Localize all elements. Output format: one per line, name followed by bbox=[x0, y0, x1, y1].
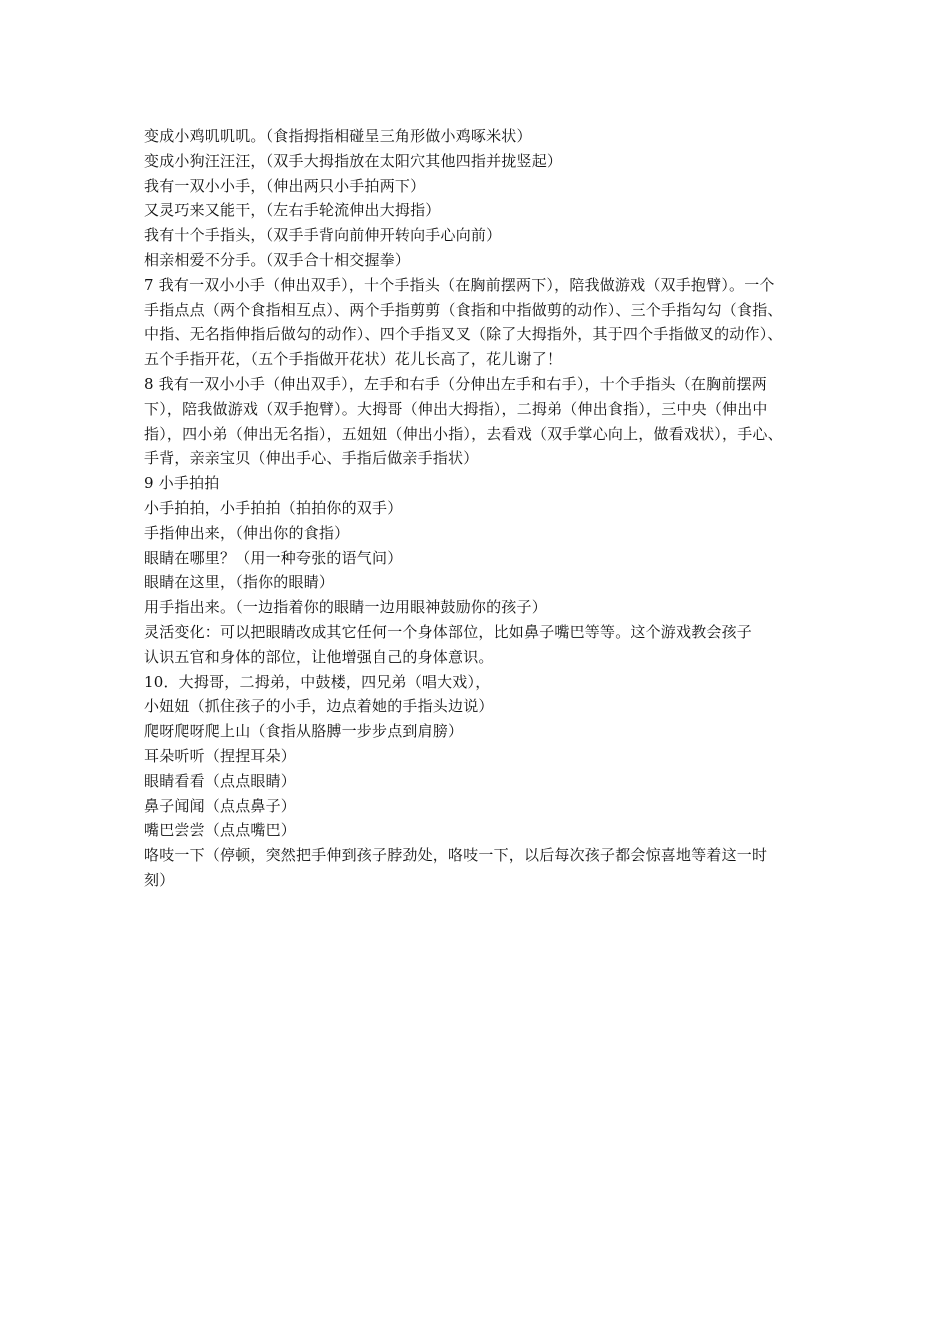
text-line: 灵活变化：可以把眼睛改成其它任何一个身体部位，比如鼻子嘴巴等等。这个游戏教会孩子 bbox=[144, 622, 753, 641]
text-line: 又灵巧来又能干，（左右手轮流伸出大拇指） bbox=[144, 201, 441, 220]
text-line: 8 我有一双小小手（伸出双手），左手和右手（分伸出左手和右手），十个手指头（在胸前摆两 bbox=[144, 374, 767, 393]
text-line: 7 我有一双小小手（伸出双手），十个手指头（在胸前摆两下），陪我做游戏（双手抱臂）。一个 bbox=[144, 275, 775, 294]
text-line: 我有十个手指头，（双手手背向前伸开转向手心向前） bbox=[144, 226, 502, 245]
text-line: 小手拍拍，小手拍拍（拍拍你的双手） bbox=[144, 498, 403, 517]
text-line: 嘴巴尝尝（点点嘴巴） bbox=[144, 821, 297, 840]
text-line: 手指点点（两个食指相互点）、两个手指剪剪（食指和中指做剪的动作）、三个手指勾勾（食指、 bbox=[144, 300, 783, 319]
text-line: 眼睛在哪里？（用一种夸张的语气问） bbox=[144, 548, 403, 567]
text-line: 爬呀爬呀爬上山（食指从胳膊一步步点到肩膀） bbox=[144, 722, 464, 741]
text-line: 中指、无名指伸指后做勾的动作）、四个手指叉叉（除了大拇指外，其于四个手指做叉的动作）、 bbox=[144, 325, 783, 344]
text-line: 变成小鸡叽叽叽。（食指拇指相碰呈三角形做小鸡啄米状） bbox=[144, 127, 532, 145]
text-line: 鼻子闻闻（点点鼻子） bbox=[144, 796, 297, 815]
text-line: 我有一双小小手，（伸出两只小手拍两下） bbox=[144, 176, 426, 195]
text-line: 指），四小弟（伸出无名指），五妞妞（伸出小指），去看戏（双手掌心向上，做看戏状），手心、 bbox=[144, 424, 783, 443]
text-line: 下），陪我做游戏（双手抱臂）。大拇哥（伸出大拇指），二拇弟（伸出食指），三中央（伸出中 bbox=[144, 399, 768, 418]
text-line: 变成小狗汪汪汪，（双手大拇指放在太阳穴其他四指并拢竖起） bbox=[144, 151, 563, 170]
text-line: 咯吱一下（停顿，突然把手伸到孩子脖劲处，咯吱一下，以后每次孩子都会惊喜地等着这一时 bbox=[144, 846, 768, 865]
text-line: 认识五官和身体的部位，让他增强自己的身体意识。 bbox=[144, 647, 494, 666]
text-line: 手背，亲亲宝贝（伸出手心、手指后做亲手指状） bbox=[144, 449, 479, 468]
text-line: 耳朵听听（捏捏耳朵） bbox=[144, 746, 297, 765]
document-body bbox=[144, 124, 816, 893]
section-heading: 9 小手拍拍 bbox=[144, 474, 220, 493]
text-line: 10．大拇哥，二拇弟，中鼓楼，四兄弟（唱大戏）， bbox=[144, 672, 491, 691]
text-line: 眼睛在这里，（指你的眼睛） bbox=[144, 573, 335, 592]
text-line: 用手指出来。（一边指着你的眼睛一边用眼神鼓励你的孩子） bbox=[144, 598, 547, 617]
text-line: 五个手指开花，（五个手指做开花状）花儿长高了，花儿谢了！ bbox=[144, 350, 563, 369]
text-line: 刻） bbox=[144, 870, 175, 889]
text-line: 眼睛看看（点点眼睛） bbox=[144, 771, 297, 790]
text-line: 小妞妞（抓住孩子的小手，边点着她的手指头边说） bbox=[144, 697, 494, 716]
text-line: 手指伸出来，（伸出你的食指） bbox=[144, 523, 350, 542]
text-line: 相亲相爱不分手。（双手合十相交握拳） bbox=[144, 250, 411, 269]
